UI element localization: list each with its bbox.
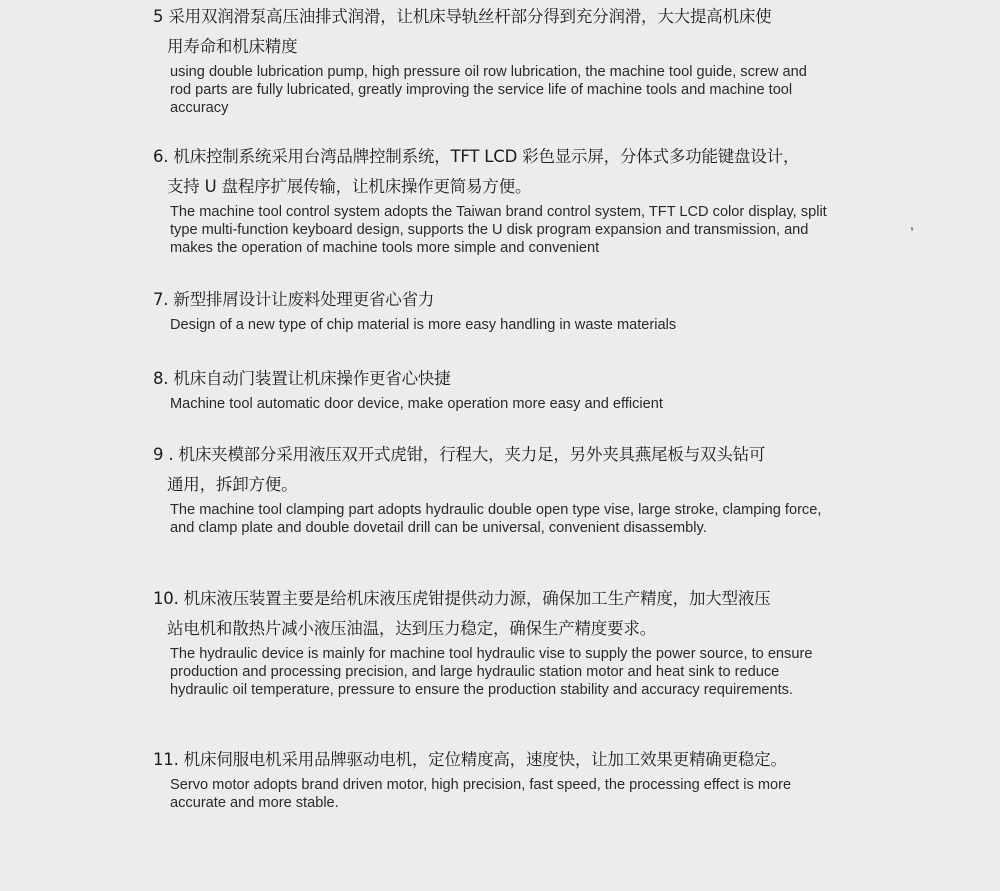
feature-title-zh bbox=[153, 285, 843, 315]
feature-description-en: The machine tool control system adopts the Taiwan brand control system, TFT LCD color display, split type multi-function keyboard design, supports the U disk program expansion and transmission, and makes the operation of machine tools more simple and convenient bbox=[170, 204, 827, 256]
feature-title-zh-line2: 站电机和散热片减小液压油温，达到压力稳定，确保生产精度要求。 bbox=[167, 619, 657, 638]
feature-item-11 bbox=[153, 745, 843, 812]
feature-title-zh-line2: 用寿命和机床精度 bbox=[167, 37, 298, 56]
feature-title-zh-line2: 通用，拆卸方便。 bbox=[167, 475, 298, 494]
feature-title-zh-line1: 10. 机床液压装置主要是给机床液压虎钳提供动力源，确保加工生产精度，加大型液压 bbox=[153, 589, 771, 608]
feature-item-5 bbox=[153, 2, 843, 117]
feature-description-en: Machine tool automatic door device, make operation more easy and efficient bbox=[170, 396, 663, 412]
feature-description-en: using double lubrication pump, high pressure oil row lubrication, the machine tool guide, screw and rod parts are fully lubricated, greatly improving the service life of machine tools and machine tool accuracy bbox=[170, 64, 807, 116]
feature-title-zh bbox=[153, 2, 843, 62]
feature-title-zh-line1: 8. 机床自动门装置让机床操作更省心快捷 bbox=[153, 369, 451, 388]
feature-item-8 bbox=[153, 364, 843, 413]
feature-item-10 bbox=[153, 584, 843, 699]
feature-title-zh-line1: 6. 机床控制系统采用台湾品牌控制系统，TFT LCD 彩色显示屏，分体式多功能键盘设计， bbox=[153, 147, 800, 166]
feature-description-en: Servo motor adopts brand driven motor, high precision, fast speed, the processing effect is more accurate and more stable. bbox=[170, 777, 792, 811]
feature-description-en: The hydraulic device is mainly for machine tool hydraulic vise to supply the power source, to ensure production and processing precision, and large hydraulic station motor and heat sink to reduce hydraulic oil temperature, pressure to ensure the production stability and accuracy requirements. bbox=[170, 646, 813, 698]
feature-description-en: The machine tool clamping part adopts hydraulic double open type vise, large stroke, clamping force, and clamp plate and double dovetail drill can be universal, convenient disassembly. bbox=[170, 502, 822, 536]
feature-title-zh bbox=[153, 364, 843, 394]
feature-title-zh bbox=[153, 440, 843, 500]
feature-title-zh-line1: 11. 机床伺服电机采用品牌驱动电机，定位精度高，速度快，让加工效果更精确更稳定。 bbox=[153, 750, 787, 769]
feature-title-zh-line2: 支持 U 盘程序扩展传输，让机床操作更简易方便。 bbox=[167, 177, 532, 196]
feature-title-zh bbox=[153, 584, 843, 644]
feature-item-6 bbox=[153, 142, 843, 257]
feature-item-9 bbox=[153, 440, 843, 537]
feature-description-en: Design of a new type of chip material is more easy handling in waste materials bbox=[170, 317, 677, 333]
feature-title-zh-line1: 9 . 机床夹模部分采用液压双开式虎钳，行程大，夹力足，另外夹具燕尾板与双头钻可 bbox=[153, 445, 766, 464]
feature-title-zh-line1: 7. 新型排屑设计让废料处理更省心省力 bbox=[153, 290, 435, 309]
feature-title-zh-line1: 5 采用双润滑泵高压油排式润滑，让机床导轨丝杆部分得到充分润滑，大大提高机床使 bbox=[153, 7, 772, 26]
feature-item-7 bbox=[153, 285, 843, 334]
feature-title-zh bbox=[153, 745, 843, 775]
feature-title-zh bbox=[153, 142, 843, 202]
stray-punctuation: , bbox=[910, 216, 914, 232]
